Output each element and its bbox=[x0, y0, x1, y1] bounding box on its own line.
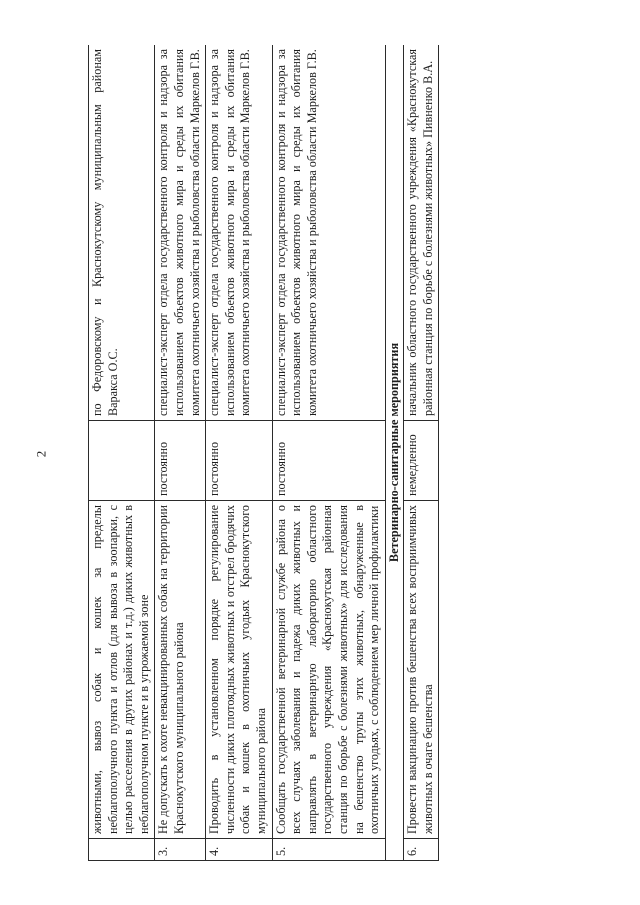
responsible-text: специалист-эксперт отдела государственного контроля и надзора за использованием объектов животного мира и среды их обитания комитета охотничьего хозяйства и рыболовства области Маркелов Г.В. bbox=[272, 45, 385, 421]
table-row bbox=[206, 45, 272, 861]
responsible-text: начальник областного государственного учреждения «Краснокутская районная станция по борьбе с болезнями животных» Пивненко В.А. bbox=[404, 45, 439, 421]
term-text: постоянно bbox=[272, 421, 385, 501]
section-header-row bbox=[385, 45, 404, 861]
measures-table bbox=[88, 45, 439, 861]
rotated-table-canvas bbox=[88, 45, 582, 861]
measure-text: Проводить в установленном порядке регулирование численности диких плотоядных животных и отстрел бродячих собак и кошек в охотничьих угодьях Краснокутского муниципального района bbox=[206, 501, 272, 839]
table-row bbox=[272, 45, 385, 861]
term-text: постоянно bbox=[155, 421, 206, 501]
table-row bbox=[404, 45, 439, 861]
responsible-text: по Федоровскому и Краснокутскому муниципальным районам Варакса О.С. bbox=[89, 45, 155, 421]
row-number: 3. bbox=[155, 839, 206, 861]
table-viewport bbox=[88, 45, 582, 861]
section-title: Ветеринарно-санитарные мероприятия bbox=[385, 45, 404, 861]
measure-text: животными, вывоз собак и кошек за пределы неблагополучного пункта и отлов (для вывоза в зоопарки, с целью расселения в других районах и т.д.) диких животных в неблагополучном пункте и в угрожаемой зоне bbox=[89, 501, 155, 839]
measure-text: Сообщать государственной ветеринарной службе района о всех случаях заболевания и падежа диких животных и направлять в ветеринарную лабораторию областного государственного учреждения «Краснокутская районная станция по борьбе с болезнями животных» для исследования на бешенство трупы этих животных, обнаруженные в охотничьих угодьях, с соблюдением мер личной профилактики bbox=[272, 501, 385, 839]
table-row bbox=[155, 45, 206, 861]
row-number: 6. bbox=[404, 839, 439, 861]
row-number bbox=[89, 839, 155, 861]
term-text: постоянно bbox=[206, 421, 272, 501]
measure-text: Провести вакцинацию против бешенства всех восприимчивых животных в очаге бешенства bbox=[404, 501, 439, 839]
measure-text: Не допускать к охоте невакцинированных собак на территории Краснокутского муниципального района bbox=[155, 501, 206, 839]
term-text bbox=[89, 421, 155, 501]
responsible-text: специалист-эксперт отдела государственного контроля и надзора за использованием объектов животного мира и среды их обитания комитета охотничьего хозяйства и рыболовства области Маркелов Г.В. bbox=[155, 45, 206, 421]
row-number: 4. bbox=[206, 839, 272, 861]
table-row bbox=[89, 45, 155, 861]
row-number: 5. bbox=[272, 839, 385, 861]
term-text: немедленно bbox=[404, 421, 439, 501]
responsible-text: специалист-эксперт отдела государственного контроля и надзора за использованием объектов животного мира и среды их обитания комитета охотничьего хозяйства и рыболовства области Маркелов Г.В. bbox=[206, 45, 272, 421]
page-number: 2 bbox=[33, 450, 49, 458]
